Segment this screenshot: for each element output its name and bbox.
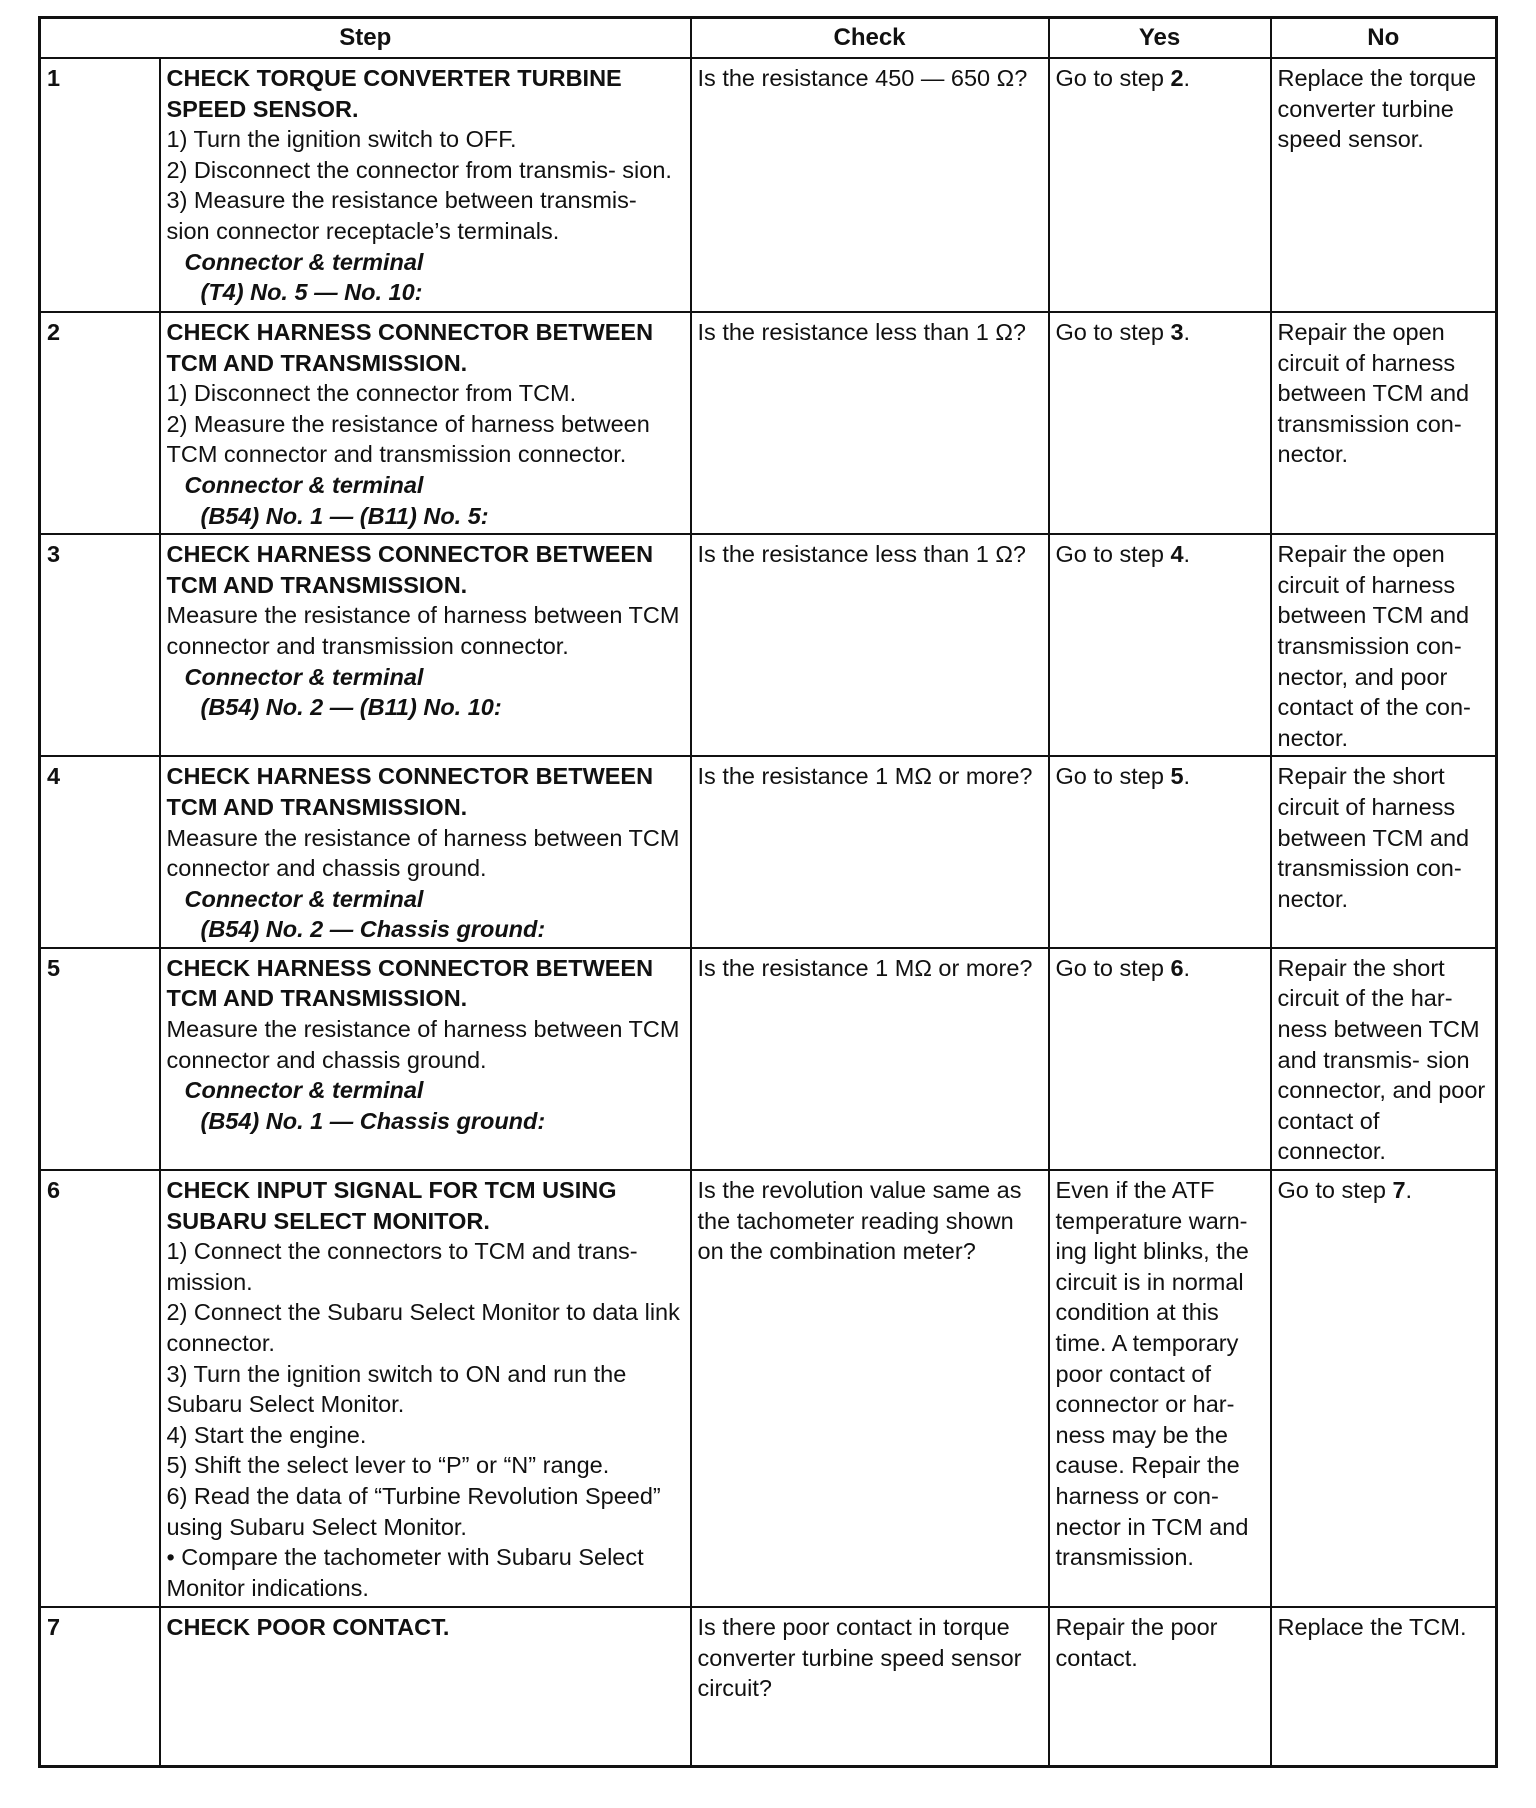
header-check: Check [691,18,1049,59]
step-description [160,756,691,948]
yes-action [1049,534,1271,756]
yes-action [1049,948,1271,1170]
yes-action [1049,756,1271,948]
step-instruction: 2) Disconnect the connector from transmis- sion. [166,156,672,183]
yes-step-ref: 3 [1170,319,1184,345]
yes-step-ref: 5 [1170,763,1184,790]
table-row [40,1170,1497,1607]
step-instruction: 3) Turn the ignition switch to ON and run the Subaru Select Monitor. [166,1360,627,1418]
no-action: Replace the torque converter turbine speed sensor. [1271,58,1497,312]
step-description [160,948,691,1170]
step-instruction: 6) Read the data of “Turbine Revolution Speed” using Subaru Select Monitor. [166,1482,661,1540]
step-instruction: Measure the resistance of harness between TCM connector and transmission connector. [166,602,680,659]
step-title: CHECK HARNESS CONNECTOR BETWEEN TCM AND TRANSMISSION. [166,763,654,820]
connector-value: (T4) No. 5 — No. 10: [200,279,423,306]
yes-action: Even if the ATF temperature warn- ing light blinks, the circuit is in normal condition at this time. A temporary poor contact of connector or har- ness may be the cause. Repair the harness or con- nector in TCM and transmission. [1049,1170,1271,1607]
table-row [40,534,1497,756]
yes-suffix: . [1183,954,1191,981]
step-instruction: 3) Measure the resistance between transmis- sion connector receptacle’s terminals. [166,187,637,244]
connector-value: (B54) No. 1 — Chassis ground: [200,1107,546,1134]
table-row [40,312,1497,534]
no-suffix: . [1405,1177,1413,1204]
connector-label: Connector & terminal [184,885,424,912]
step-number: 1 [40,58,160,312]
step-description [160,58,691,312]
step-description [160,534,691,756]
no-step-ref: 7 [1392,1177,1406,1204]
yes-suffix: . [1183,65,1191,91]
no-action [1271,1170,1497,1607]
connector-value: (B54) No. 2 — (B11) No. 10: [200,694,502,721]
header-step: Step [40,18,691,59]
step-instruction: Measure the resistance of harness between TCM connector and chassis ground. [166,1016,680,1073]
connector-label: Connector & terminal [184,1077,424,1104]
step-description [160,312,691,534]
step-title: CHECK POOR CONTACT. [166,1614,450,1641]
check-question: Is the resistance 1 MΩ or more? [691,756,1049,948]
step-number: 3 [40,534,160,756]
step-title: CHECK HARNESS CONNECTOR BETWEEN TCM AND TRANSMISSION. [166,541,654,598]
table-header-row [40,18,1497,59]
step-title: CHECK HARNESS CONNECTOR BETWEEN TCM AND TRANSMISSION. [166,319,654,376]
check-question: Is the resistance 1 MΩ or more? [691,948,1049,1170]
check-question: Is the revolution value same as the tachometer reading shown on the combination meter? [691,1170,1049,1607]
no-action: Repair the short circuit of the har- ness between TCM and transmis- sion connector, and poor contact of connector. [1271,948,1497,1170]
diagnostic-procedure-table [38,16,1498,1768]
yes-suffix: . [1183,541,1191,568]
check-question: Is the resistance 450 — 650 Ω? [691,58,1049,312]
table-row [40,1607,1497,1766]
step-instruction: 2) Measure the resistance of harness between TCM connector and transmission connector. [166,410,650,468]
table-row [40,756,1497,948]
step-instruction: Measure the resistance of harness between TCM connector and chassis ground. [166,824,680,882]
table-row [40,948,1497,1170]
header-yes: Yes [1049,18,1271,59]
step-number: 4 [40,756,160,948]
yes-text: Go to step [1055,65,1171,91]
step-description [160,1607,691,1766]
yes-action [1049,58,1271,312]
connector-label: Connector & terminal [184,663,424,690]
yes-text: Go to step [1055,319,1171,345]
step-description [160,1170,691,1607]
connector-label: Connector & terminal [184,471,424,498]
step-instruction: 2) Connect the Subaru Select Monitor to data link connector. [166,1299,680,1356]
yes-action [1049,312,1271,534]
step-number: 7 [40,1607,160,1766]
yes-text: Go to step [1055,541,1171,568]
no-text: Go to step [1277,1177,1393,1204]
step-instruction: 4) Start the engine. [166,1421,367,1448]
step-number: 5 [40,948,160,1170]
step-instruction: 1) Turn the ignition switch to OFF. [166,126,517,153]
header-no: No [1271,18,1497,59]
no-action: Repair the open circuit of harness between TCM and transmission con- nector, and poor contact of the con- nector. [1271,534,1497,756]
yes-suffix: . [1183,319,1191,345]
yes-step-ref: 2 [1170,65,1184,91]
step-instruction: • Compare the tachometer with Subaru Select Monitor indications. [166,1544,644,1601]
connector-value: (B54) No. 2 — Chassis ground: [200,916,546,943]
yes-text: Go to step [1055,763,1171,790]
check-question: Is there poor contact in torque converter turbine speed sensor circuit? [691,1607,1049,1766]
step-number: 6 [40,1170,160,1607]
step-title: CHECK TORQUE CONVERTER TURBINE SPEED SENSOR. [166,65,622,122]
step-instruction: 1) Connect the connectors to TCM and trans- mission. [166,1238,638,1295]
yes-step-ref: 6 [1170,954,1184,981]
yes-action: Repair the poor contact. [1049,1607,1271,1766]
check-question: Is the resistance less than 1 Ω? [691,312,1049,534]
step-instruction: 1) Disconnect the connector from TCM. [166,380,577,407]
no-action: Repair the open circuit of harness between TCM and transmission con- nector. [1271,312,1497,534]
yes-suffix: . [1183,763,1191,790]
connector-value: (B54) No. 1 — (B11) No. 5: [200,502,489,529]
connector-label: Connector & terminal [184,248,424,275]
step-instruction: 5) Shift the select lever to “P” or “N” range. [166,1452,610,1479]
step-number: 2 [40,312,160,534]
no-action: Repair the short circuit of harness between TCM and transmission con- nector. [1271,756,1497,948]
check-question: Is the resistance less than 1 Ω? [691,534,1049,756]
yes-text: Go to step [1055,954,1171,981]
yes-step-ref: 4 [1170,541,1184,568]
step-title: CHECK INPUT SIGNAL FOR TCM USING SUBARU SELECT MONITOR. [166,1177,617,1234]
no-action: Replace the TCM. [1271,1607,1497,1766]
table-row [40,58,1497,312]
step-title: CHECK HARNESS CONNECTOR BETWEEN TCM AND TRANSMISSION. [166,954,654,1012]
